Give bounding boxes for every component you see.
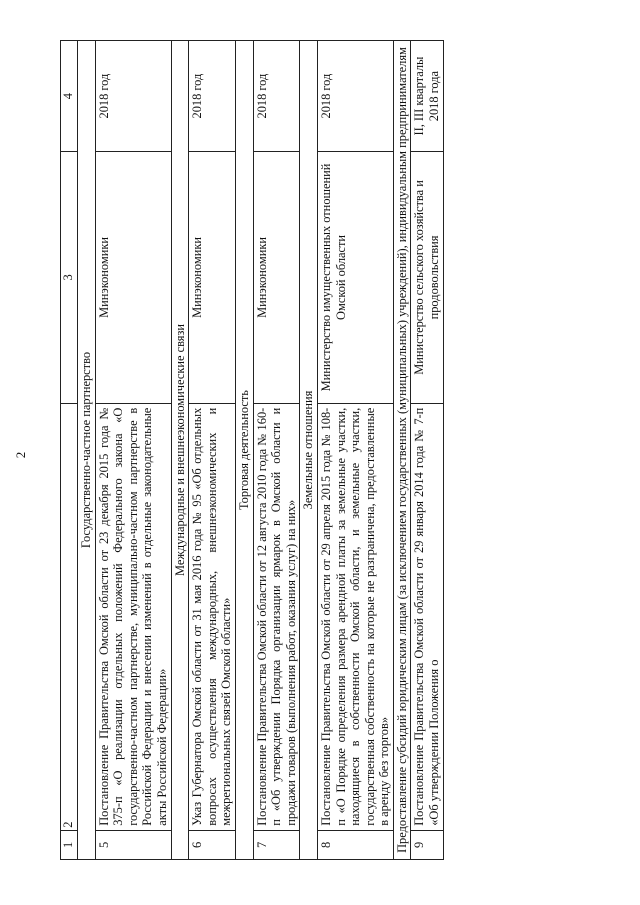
document-cell: Указ Губернатора Омской области от 31 мая 2016 года № 95 «Об отдельных вопросах осуществления международных, внешнеэкономических и межрегиональных связей Омской области» (189, 403, 236, 830)
section-row (235, 41, 253, 860)
column-header-3: 3 (61, 152, 78, 404)
document-table (60, 40, 444, 860)
rotated-page (60, 40, 600, 860)
term-cell: 2018 год (317, 41, 393, 152)
document-cell: Постановление Правительства Омской области от 29 января 2014 года № 7-п «Об утверждении Положения о (411, 403, 443, 830)
table-row (189, 41, 236, 860)
table-row (253, 41, 300, 860)
section-row (393, 41, 411, 860)
section-row (78, 41, 96, 860)
section-title: Торговая деятельность (235, 41, 253, 860)
term-cell: 2018 год (253, 41, 300, 152)
column-header-1: 1 (61, 830, 78, 859)
section-title: Предоставление субсидий юридическим лицам (за исключением государственных (муниципальных) учреждений), индивидуальным предпринимателям (393, 41, 411, 860)
table-row (317, 41, 393, 860)
table-row (411, 41, 443, 860)
column-header-2: 2 (61, 403, 78, 830)
section-title: Международные и внешнеэкономические связи (171, 41, 189, 860)
header-row (61, 41, 78, 860)
row-number: 7 (253, 830, 300, 859)
term-cell: 2018 год (95, 41, 171, 152)
responsible-cell: Минэкономики (253, 152, 300, 404)
page-number: 2 (13, 451, 28, 459)
section-title: Земельные отношения (300, 41, 318, 860)
responsible-cell: Министерство сельского хозяйства и продовольствия (411, 152, 443, 404)
responsible-cell: Минэкономики (189, 152, 236, 404)
section-title: Государственно-частное партнерство (78, 41, 96, 860)
column-header-4: 4 (61, 41, 78, 152)
document-cell: Постановление Правительства Омской области от 29 апреля 2015 года № 108-п «О Порядке определения размера арендной платы за земельные участки, находящиеся в собственности Омской области, и земельные участки, государственная собственность на которые не разграничена, предоставленные в аренду без торгов» (317, 403, 393, 830)
responsible-cell: Минэкономики (95, 152, 171, 404)
term-cell: 2018 год (189, 41, 236, 152)
section-row (300, 41, 318, 860)
row-number: 6 (189, 830, 236, 859)
row-number: 8 (317, 830, 393, 859)
responsible-cell: Министерство имущественных отношений Омской области (317, 152, 393, 404)
table-row (95, 41, 171, 860)
section-row (171, 41, 189, 860)
term-cell: II, III кварталы 2018 года (411, 41, 443, 152)
row-number: 5 (95, 830, 171, 859)
row-number: 9 (411, 830, 443, 859)
document-cell: Постановление Правительства Омской области от 23 декабря 2015 года № 375-п «О реализации отдельных положений Федерального закона «О государственно-частном партнерстве, муниципально-частном партнерстве в Российской Федерации и внесении изменений в отдельные законодательные акты Российской Федерации» (95, 403, 171, 830)
document-cell: Постановление Правительства Омской области от 12 августа 2010 года № 160-п «Об утверждении Порядка организации ярмарок в Омской области и продажи товаров (выполнения работ, оказания услуг) на них» (253, 403, 300, 830)
